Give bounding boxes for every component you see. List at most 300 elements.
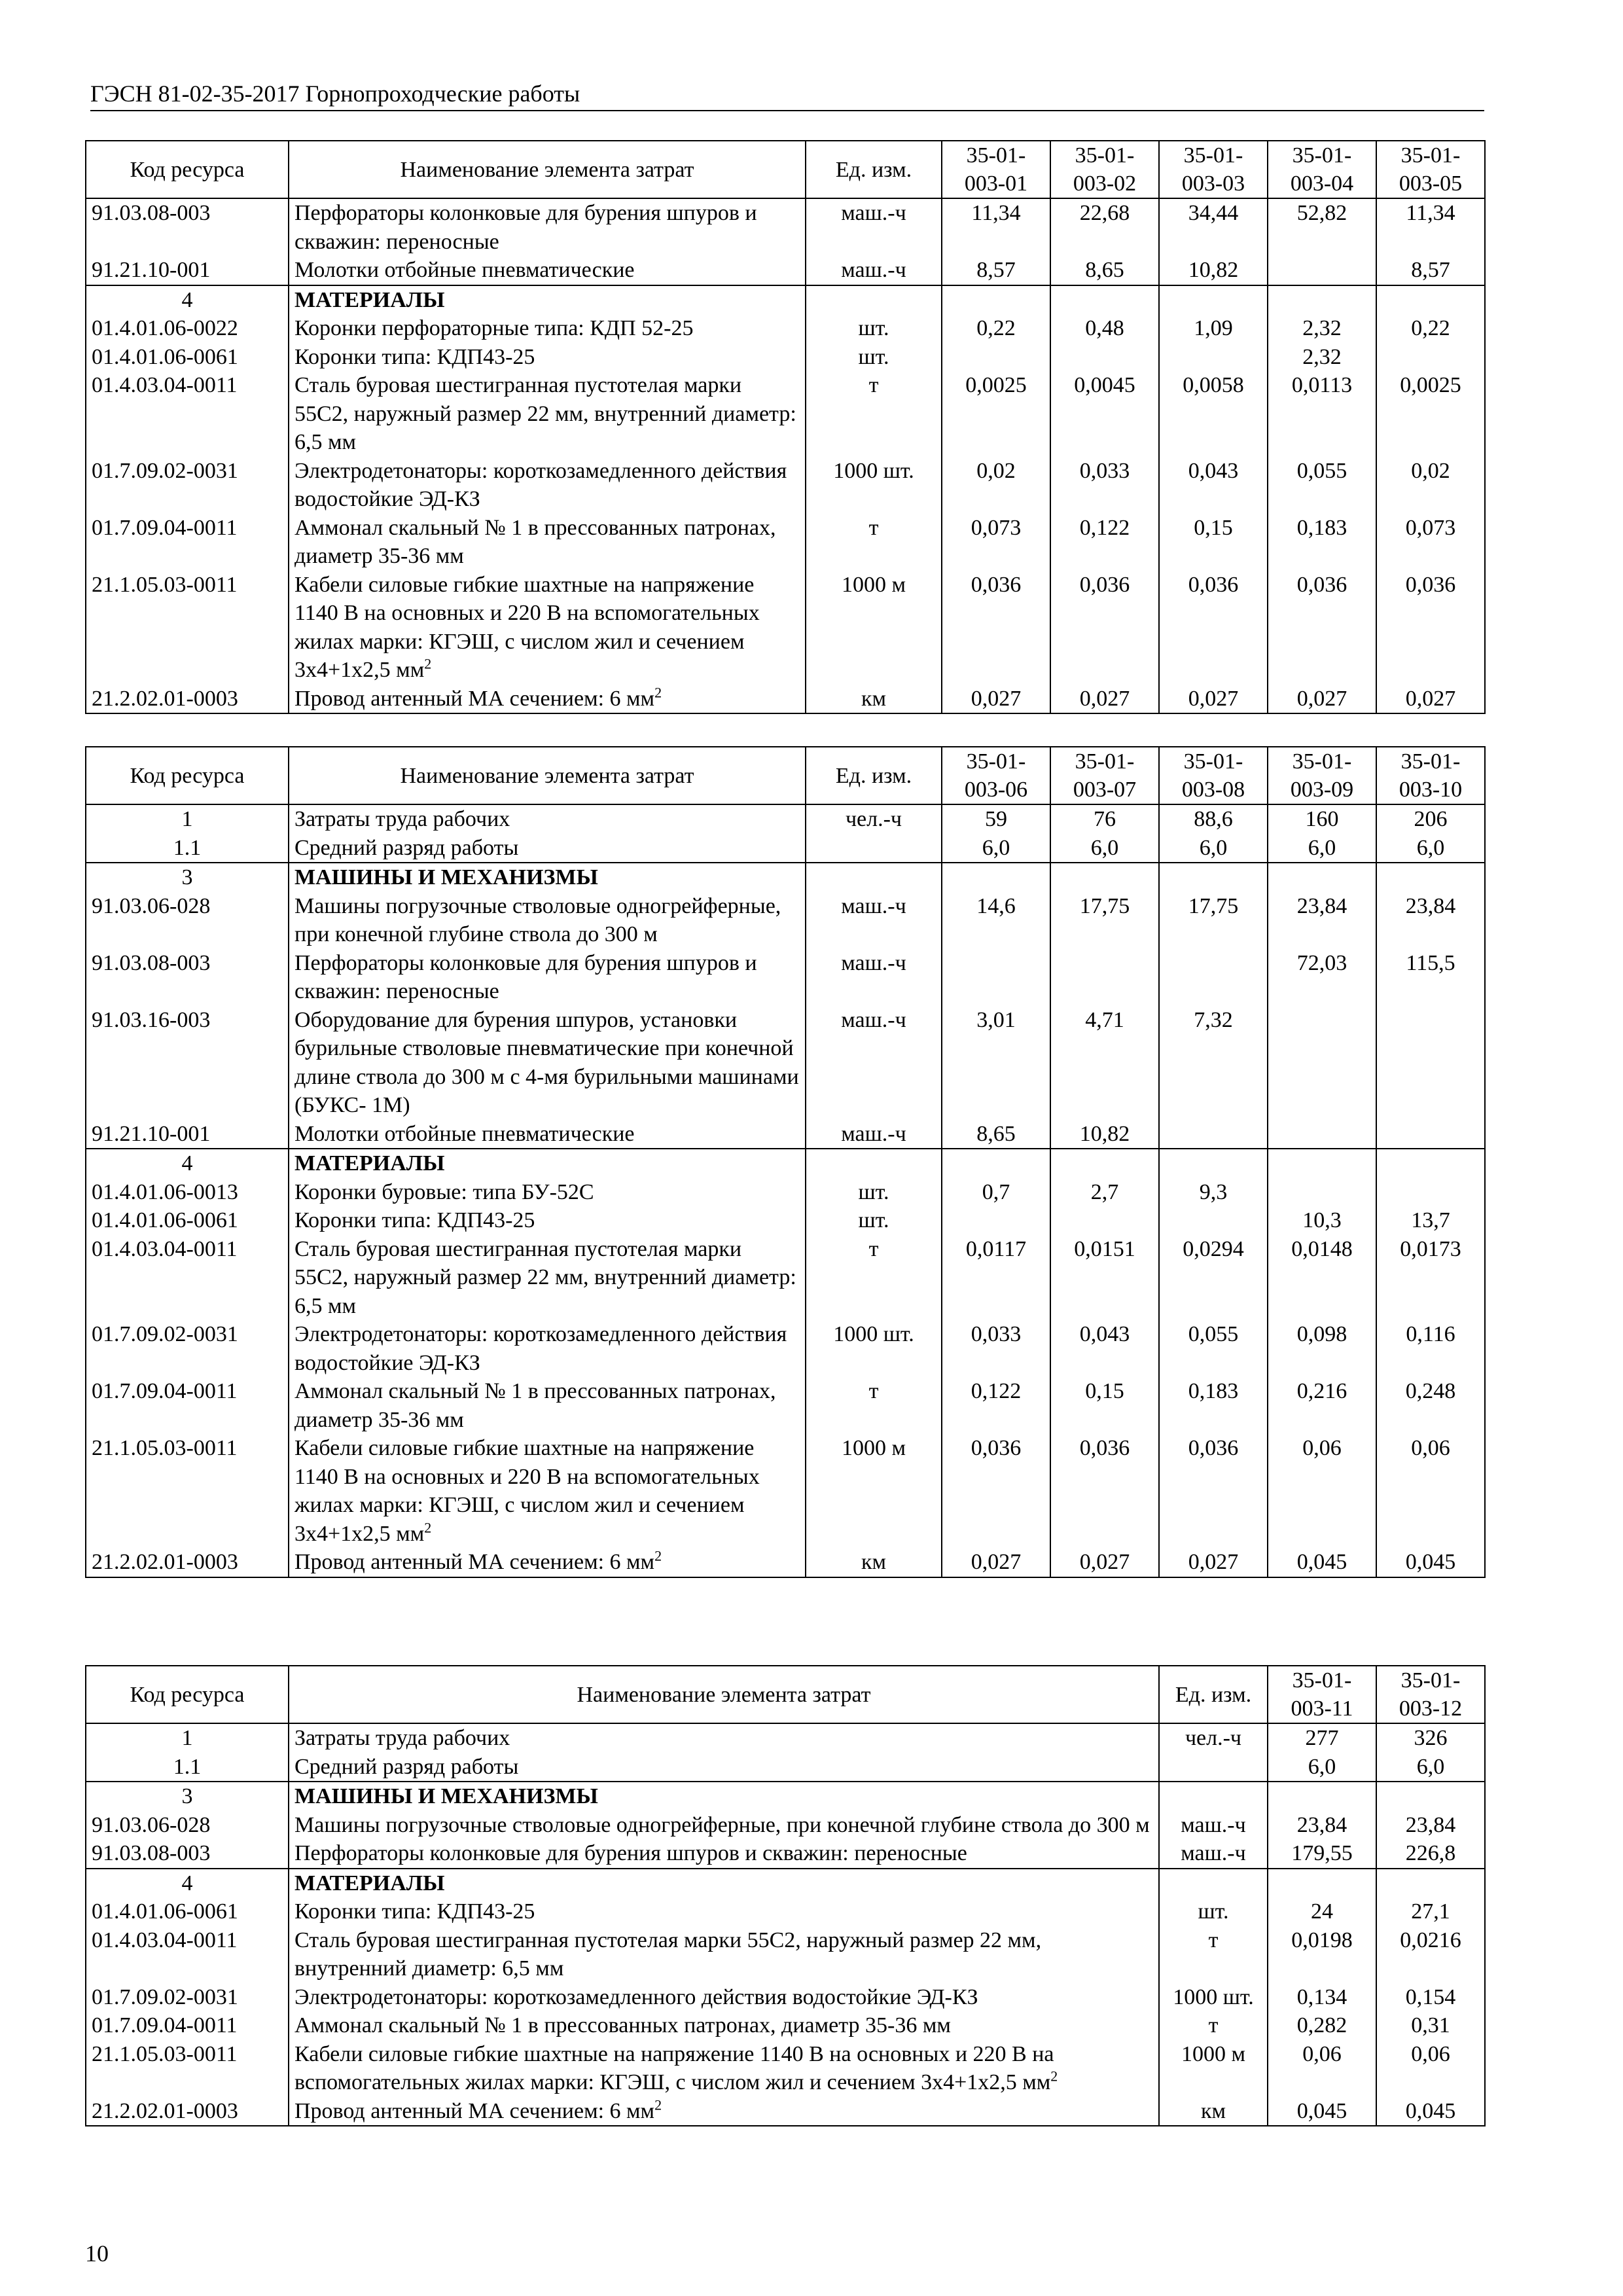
resource-name (289, 1120, 806, 1149)
cell-value: 14,6 (942, 892, 1050, 949)
cell-value: 0,027 (1050, 685, 1159, 714)
table-row (86, 685, 1485, 714)
section-row (86, 285, 1485, 315)
cell-value (1376, 1006, 1485, 1120)
cell-value: 0,0025 (1376, 371, 1485, 457)
header-code: Код ресурса (86, 747, 289, 804)
resource-name (289, 1235, 806, 1321)
header-column-code: 35-01-003-05 (1376, 141, 1485, 198)
table-row (86, 1206, 1485, 1235)
cell-value (1268, 1120, 1376, 1149)
header-unit: Ед. изм. (806, 141, 942, 198)
cell-value: 52,82 (1268, 198, 1376, 256)
cell-value (1268, 863, 1376, 892)
cell-value: 8,65 (1050, 256, 1159, 285)
resource-name (289, 804, 806, 834)
resource-name (289, 949, 806, 1006)
resource-unit: маш.-ч (806, 892, 942, 949)
table-row (86, 1983, 1485, 2012)
cell-value: 7,32 (1159, 1006, 1268, 1120)
table-row (86, 198, 1485, 256)
resource-code: 21.2.02.01-0003 (86, 1548, 289, 1577)
cell-value: 0,033 (942, 1320, 1050, 1377)
table-row (86, 343, 1485, 372)
cell-value (1268, 1782, 1376, 1811)
resource-code: 01.4.03.04-0011 (86, 371, 289, 457)
resource-name (289, 457, 806, 514)
resource-code: 01.4.01.06-0061 (86, 343, 289, 372)
resource-unit: чел.-ч (1159, 1723, 1268, 1753)
table-row (86, 1235, 1485, 1321)
resource-code: 21.1.05.03-0011 (86, 571, 289, 685)
table-row (86, 1377, 1485, 1434)
cell-value (942, 949, 1050, 1006)
cell-value: 0,043 (1050, 1320, 1159, 1377)
unit-superscript: 2 (424, 655, 432, 672)
resource-unit: маш.-ч (806, 256, 942, 285)
cell-value: 0,036 (1376, 571, 1485, 685)
section-row (86, 1869, 1485, 1898)
resource-table-2 (85, 746, 1486, 1578)
resource-unit: 1000 м (806, 1434, 942, 1548)
cell-value: 0,073 (1376, 514, 1485, 571)
resource-code: 01.4.01.06-0013 (86, 1178, 289, 1207)
cell-value (1376, 285, 1485, 315)
cell-value: 11,34 (1376, 198, 1485, 256)
resource-unit: маш.-ч (1159, 1839, 1268, 1869)
resource-name (289, 198, 806, 256)
cell-value (1268, 1178, 1376, 1207)
resource-unit: т (1159, 1926, 1268, 1983)
header-code: Код ресурса (86, 141, 289, 198)
table-row (86, 256, 1485, 285)
resource-code: 91.03.08-003 (86, 949, 289, 1006)
cell-value: 6,0 (1376, 834, 1485, 863)
cell-value: 6,0 (1050, 834, 1159, 863)
cell-value: 0,036 (1159, 1434, 1268, 1548)
resource-name-text: Провод антенный МА сечением: 6 мм (294, 2098, 655, 2123)
cell-value (1268, 285, 1376, 315)
cell-value: 0,036 (1268, 571, 1376, 685)
cell-value: 0,216 (1268, 1377, 1376, 1434)
cell-value: 0,027 (1376, 685, 1485, 714)
cell-value: 76 (1050, 804, 1159, 834)
resource-name (289, 1811, 1159, 1840)
resource-name (289, 1869, 1159, 1898)
cell-value: 0,043 (1159, 457, 1268, 514)
cell-value: 0,0151 (1050, 1235, 1159, 1321)
resource-unit: 1000 шт. (806, 1320, 942, 1377)
cell-value: 0,0294 (1159, 1235, 1268, 1321)
cell-value: 0,15 (1050, 1377, 1159, 1434)
cell-value: 22,68 (1050, 198, 1159, 256)
cell-value (1050, 343, 1159, 372)
resource-unit: 1000 шт. (1159, 1983, 1268, 2012)
resource-code: 4 (86, 1149, 289, 1178)
cell-value: 0,098 (1268, 1320, 1376, 1377)
cell-value (1159, 949, 1268, 1006)
table-header-row (86, 141, 1485, 198)
table-row (86, 1120, 1485, 1149)
resource-code: 01.4.01.06-0061 (86, 1897, 289, 1926)
cell-value: 0,055 (1159, 1320, 1268, 1377)
resource-code: 91.21.10-001 (86, 256, 289, 285)
resource-code: 1.1 (86, 834, 289, 863)
cell-value: 2,7 (1050, 1178, 1159, 1207)
resource-name-text: Кабели силовые гибкие шахтные на напряжение 1140 В на основных и 220 В на вспомогательных жилах марки: КГЭШ, с числом жил и сечением 3х4+1х2,5 мм (294, 572, 760, 682)
section-row (86, 1782, 1485, 1811)
cell-value: 0,122 (1050, 514, 1159, 571)
unit-superscript: 2 (654, 684, 662, 701)
cell-value: 0,31 (1376, 2011, 1485, 2040)
table-row (86, 1811, 1485, 1840)
header-name: Наименование элемента затрат (289, 747, 806, 804)
table-row (86, 834, 1485, 863)
resource-unit: т (806, 1377, 942, 1434)
resource-unit: т (806, 371, 942, 457)
table-row (86, 1178, 1485, 1207)
cell-value: 0,027 (942, 685, 1050, 714)
cell-value: 0,027 (1159, 685, 1268, 714)
header-column-code: 35-01-003-04 (1268, 141, 1376, 198)
resource-code: 01.4.01.06-0061 (86, 1206, 289, 1235)
resource-name-text: Средний разряд работы (294, 835, 519, 860)
resource-unit (1159, 1753, 1268, 1782)
cell-value: 0,0058 (1159, 371, 1268, 457)
resource-name (289, 1320, 806, 1377)
cell-value: 10,82 (1050, 1120, 1159, 1149)
page-number: 10 (85, 2240, 109, 2267)
resource-name-text: Электродетонаторы: короткозамедленного действия водостойкие ЭД-КЗ (294, 1322, 787, 1375)
table-row (86, 1897, 1485, 1926)
resource-name-text: Оборудование для бурения шпуров, установки бурильные стволовые пневматические при конечной длине ствола до 300 м с 4-мя бурильными машинами (БУКС- 1М) (294, 1007, 799, 1117)
cell-value: 6,0 (1268, 1753, 1376, 1782)
cell-value: 0,036 (1159, 571, 1268, 685)
cell-value: 0,15 (1159, 514, 1268, 571)
resource-name-text: Сталь буровая шестигранная пустотелая марки 55С2, наружный размер 22 мм, внутренний диаметр: 6,5 мм (294, 373, 796, 454)
section-row (86, 863, 1485, 892)
cell-value: 6,0 (1268, 834, 1376, 863)
cell-value: 8,57 (942, 256, 1050, 285)
cell-value: 34,44 (1159, 198, 1268, 256)
resource-name-text: Коронки типа: КДП43-25 (294, 1899, 535, 1924)
resource-code: 21.1.05.03-0011 (86, 1434, 289, 1548)
resource-name (289, 1782, 1159, 1811)
resource-unit: 1000 м (1159, 2040, 1268, 2097)
cell-value (1159, 285, 1268, 315)
cell-value: 0,22 (1376, 314, 1485, 343)
table-header-row (86, 747, 1485, 804)
resource-unit: шт. (806, 1178, 942, 1207)
cell-value (1050, 1206, 1159, 1235)
cell-value (942, 1149, 1050, 1178)
table-row (86, 1753, 1485, 1782)
cell-value: 0,183 (1159, 1377, 1268, 1434)
table-row (86, 1926, 1485, 1983)
resource-name (289, 1926, 1159, 1983)
resource-name (289, 1178, 806, 1207)
resource-name-text: Молотки отбойные пневматические (294, 1121, 635, 1146)
resource-unit (806, 1149, 942, 1178)
table-row (86, 1723, 1485, 1753)
cell-value (1376, 1149, 1485, 1178)
resource-name (289, 343, 806, 372)
resource-code: 21.1.05.03-0011 (86, 2040, 289, 2097)
resource-name-text: Аммонал скальный № 1 в прессованных патронах, диаметр 35-36 мм (294, 515, 776, 568)
cell-value: 2,32 (1268, 314, 1376, 343)
resource-name-text: Молотки отбойные пневматические (294, 258, 635, 282)
cell-value (1159, 343, 1268, 372)
resource-name (289, 256, 806, 285)
header-column-code: 35-01-003-10 (1376, 747, 1485, 804)
cell-value: 0,282 (1268, 2011, 1376, 2040)
unit-superscript: 2 (654, 2096, 662, 2113)
resource-code: 1 (86, 804, 289, 834)
resource-name-text: МАШИНЫ И МЕХАНИЗМЫ (294, 1784, 598, 1808)
resource-unit: т (806, 1235, 942, 1321)
cell-value (1268, 1869, 1376, 1898)
cell-value: 8,65 (942, 1120, 1050, 1149)
resource-unit (806, 285, 942, 315)
resource-code: 3 (86, 1782, 289, 1811)
cell-value: 0,06 (1268, 1434, 1376, 1548)
cell-value: 0,045 (1376, 2097, 1485, 2126)
resource-unit: шт. (806, 343, 942, 372)
resource-name-text: Машины погрузочные стволовые одногрейферные, при конечной глубине ствола до 300 м (294, 893, 781, 946)
table-row (86, 571, 1485, 685)
resource-name-text: Затраты труда рабочих (294, 1726, 510, 1750)
cell-value: 0,7 (942, 1178, 1050, 1207)
cell-value (1376, 863, 1485, 892)
cell-value (1376, 1120, 1485, 1149)
resource-unit: км (1159, 2097, 1268, 2126)
cell-value: 0,0117 (942, 1235, 1050, 1321)
cell-value: 226,8 (1376, 1839, 1485, 1869)
cell-value (1268, 1149, 1376, 1178)
resource-table-3 (85, 1665, 1486, 2126)
resource-code: 01.4.03.04-0011 (86, 1926, 289, 1983)
cell-value: 17,75 (1159, 892, 1268, 949)
table-row (86, 1320, 1485, 1377)
resource-name (289, 1377, 806, 1434)
resource-name-text: Затраты труда рабочих (294, 807, 510, 831)
cell-value: 23,84 (1376, 1811, 1485, 1840)
resource-name-text: Перфораторы колонковые для бурения шпуров и скважин: переносные (294, 950, 757, 1003)
cell-value: 0,0173 (1376, 1235, 1485, 1321)
cell-value (1159, 1120, 1268, 1149)
cell-value: 1,09 (1159, 314, 1268, 343)
cell-value (1050, 949, 1159, 1006)
header-unit: Ед. изм. (806, 747, 942, 804)
table-row (86, 949, 1485, 1006)
resource-name-text: Перфораторы колонковые для бурения шпуров и скважин: переносные (294, 201, 757, 254)
resource-code: 91.21.10-001 (86, 1120, 289, 1149)
resource-code: 91.03.06-028 (86, 1811, 289, 1840)
cell-value: 0,045 (1268, 2097, 1376, 2126)
resource-name-text: Коронки типа: КДП43-25 (294, 344, 535, 369)
header-column-code: 35-01-003-07 (1050, 747, 1159, 804)
cell-value: 206 (1376, 804, 1485, 834)
cell-value (1376, 1178, 1485, 1207)
cell-value: 0,0148 (1268, 1235, 1376, 1321)
cell-value: 277 (1268, 1723, 1376, 1753)
resource-unit: маш.-ч (806, 198, 942, 256)
resource-unit: маш.-ч (806, 1120, 942, 1149)
unit-superscript: 2 (1050, 2068, 1058, 2085)
header-column-code: 35-01-003-12 (1376, 1666, 1485, 1723)
cell-value: 0,06 (1376, 2040, 1485, 2097)
cell-value: 0,0025 (942, 371, 1050, 457)
resource-name-text: Коронки типа: КДП43-25 (294, 1208, 535, 1232)
cell-value: 88,6 (1159, 804, 1268, 834)
resource-unit: шт. (806, 314, 942, 343)
cell-value: 0,134 (1268, 1983, 1376, 2012)
resource-name (289, 571, 806, 685)
resource-name-text: Средний разряд работы (294, 1754, 519, 1779)
header-column-code: 35-01-003-06 (942, 747, 1050, 804)
resource-unit: км (806, 1548, 942, 1577)
resource-code: 21.2.02.01-0003 (86, 685, 289, 714)
section-row (86, 1149, 1485, 1178)
cell-value: 0,122 (942, 1377, 1050, 1434)
cell-value (942, 1206, 1050, 1235)
resource-name-text: Кабели силовые гибкие шахтные на напряжение 1140 В на основных и 220 В на вспомогательных жилах марки: КГЭШ, с числом жил и сечением 3х4+1х2,5 мм (294, 2041, 1054, 2094)
header-code: Код ресурса (86, 1666, 289, 1723)
resource-name-text: Аммонал скальный № 1 в прессованных патронах, диаметр 35-36 мм (294, 2013, 951, 2037)
resource-name (289, 834, 806, 863)
cell-value: 10,82 (1159, 256, 1268, 285)
cell-value: 0,0113 (1268, 371, 1376, 457)
resource-name-text: Сталь буровая шестигранная пустотелая марки 55С2, наружный размер 22 мм, внутренний диаметр: 6,5 мм (294, 1236, 796, 1318)
resource-code: 01.4.03.04-0011 (86, 1235, 289, 1321)
resource-unit: км (806, 685, 942, 714)
cell-value (942, 285, 1050, 315)
cell-value: 0,036 (1050, 1434, 1159, 1548)
cell-value: 10,3 (1268, 1206, 1376, 1235)
resource-name (289, 1723, 1159, 1753)
cell-value: 0,033 (1050, 457, 1159, 514)
cell-value: 0,22 (942, 314, 1050, 343)
resource-table-1 (85, 140, 1486, 714)
cell-value: 0,055 (1268, 457, 1376, 514)
resource-code: 01.7.09.02-0031 (86, 1983, 289, 2012)
table-row (86, 1548, 1485, 1577)
cell-value: 6,0 (1376, 1753, 1485, 1782)
resource-unit: 1000 шт. (806, 457, 942, 514)
table-row (86, 2097, 1485, 2126)
header-unit: Ед. изм. (1159, 1666, 1268, 1723)
resource-name-text: Электродетонаторы: короткозамедленного действия водостойкие ЭД-КЗ (294, 458, 787, 511)
resource-code: 21.2.02.01-0003 (86, 2097, 289, 2126)
cell-value: 115,5 (1376, 949, 1485, 1006)
resource-code: 01.7.09.04-0011 (86, 2011, 289, 2040)
table-row (86, 1006, 1485, 1120)
cell-value: 0,154 (1376, 1983, 1485, 2012)
cell-value: 72,03 (1268, 949, 1376, 1006)
resource-name (289, 285, 806, 315)
cell-value: 24 (1268, 1897, 1376, 1926)
resource-name (289, 1434, 806, 1548)
table-row (86, 457, 1485, 514)
cell-value: 179,55 (1268, 1839, 1376, 1869)
table-row (86, 2040, 1485, 2097)
cell-value: 0,06 (1268, 2040, 1376, 2097)
cell-value: 23,84 (1268, 892, 1376, 949)
cell-value (1159, 1149, 1268, 1178)
cell-value: 0,073 (942, 514, 1050, 571)
resource-unit: маш.-ч (1159, 1811, 1268, 1840)
resource-unit: маш.-ч (806, 1006, 942, 1120)
cell-value: 13,7 (1376, 1206, 1485, 1235)
header-name: Наименование элемента затрат (289, 1666, 1159, 1723)
resource-name (289, 1897, 1159, 1926)
table-header-row (86, 1666, 1485, 1723)
resource-code: 1 (86, 1723, 289, 1753)
cell-value: 0,0216 (1376, 1926, 1485, 1983)
resource-name (289, 314, 806, 343)
cell-value: 23,84 (1376, 892, 1485, 949)
cell-value: 0,027 (1268, 685, 1376, 714)
resource-unit (806, 863, 942, 892)
header-name: Наименование элемента затрат (289, 141, 806, 198)
cell-value (1050, 1149, 1159, 1178)
cell-value (1376, 1869, 1485, 1898)
header-column-code: 35-01-003-09 (1268, 747, 1376, 804)
resource-name (289, 892, 806, 949)
resource-unit: чел.-ч (806, 804, 942, 834)
table-row (86, 514, 1485, 571)
cell-value: 0,045 (1268, 1548, 1376, 1577)
header-column-code: 35-01-003-08 (1159, 747, 1268, 804)
resource-name-text: МАТЕРИАЛЫ (294, 287, 445, 312)
cell-value: 0,045 (1376, 1548, 1485, 1577)
table-row (86, 1434, 1485, 1548)
cell-value: 0,183 (1268, 514, 1376, 571)
unit-superscript: 2 (654, 1547, 662, 1564)
resource-code: 01.7.09.04-0011 (86, 514, 289, 571)
resource-name (289, 863, 806, 892)
cell-value: 0,036 (942, 571, 1050, 685)
resource-name (289, 2097, 1159, 2126)
resource-name-text: Коронки перфораторные типа: КДП 52-25 (294, 316, 694, 340)
resource-name-text: МАШИНЫ И МЕХАНИЗМЫ (294, 865, 598, 889)
table-row (86, 1839, 1485, 1869)
resource-name (289, 1839, 1159, 1869)
cell-value (1376, 343, 1485, 372)
cell-value: 0,0045 (1050, 371, 1159, 457)
resource-name (289, 2011, 1159, 2040)
cell-value: 0,0198 (1268, 1926, 1376, 1983)
header-column-code: 35-01-003-11 (1268, 1666, 1376, 1723)
resource-unit (806, 834, 942, 863)
resource-unit: 1000 м (806, 571, 942, 685)
cell-value: 6,0 (942, 834, 1050, 863)
resource-code: 91.03.06-028 (86, 892, 289, 949)
cell-value (1268, 256, 1376, 285)
resource-name-text: Кабели силовые гибкие шахтные на напряжение 1140 В на основных и 220 В на вспомогательных жилах марки: КГЭШ, с числом жил и сечением 3х4+1х2,5 мм (294, 1436, 760, 1546)
table-row (86, 314, 1485, 343)
resource-unit: шт. (1159, 1897, 1268, 1926)
cell-value: 27,1 (1376, 1897, 1485, 1926)
resource-code: 91.03.08-003 (86, 198, 289, 256)
resource-code: 4 (86, 285, 289, 315)
resource-code: 01.7.09.04-0011 (86, 1377, 289, 1434)
resource-name (289, 1983, 1159, 2012)
header-column-code: 35-01-003-03 (1159, 141, 1268, 198)
cell-value: 0,116 (1376, 1320, 1485, 1377)
cell-value (1159, 1206, 1268, 1235)
resource-name (289, 1753, 1159, 1782)
